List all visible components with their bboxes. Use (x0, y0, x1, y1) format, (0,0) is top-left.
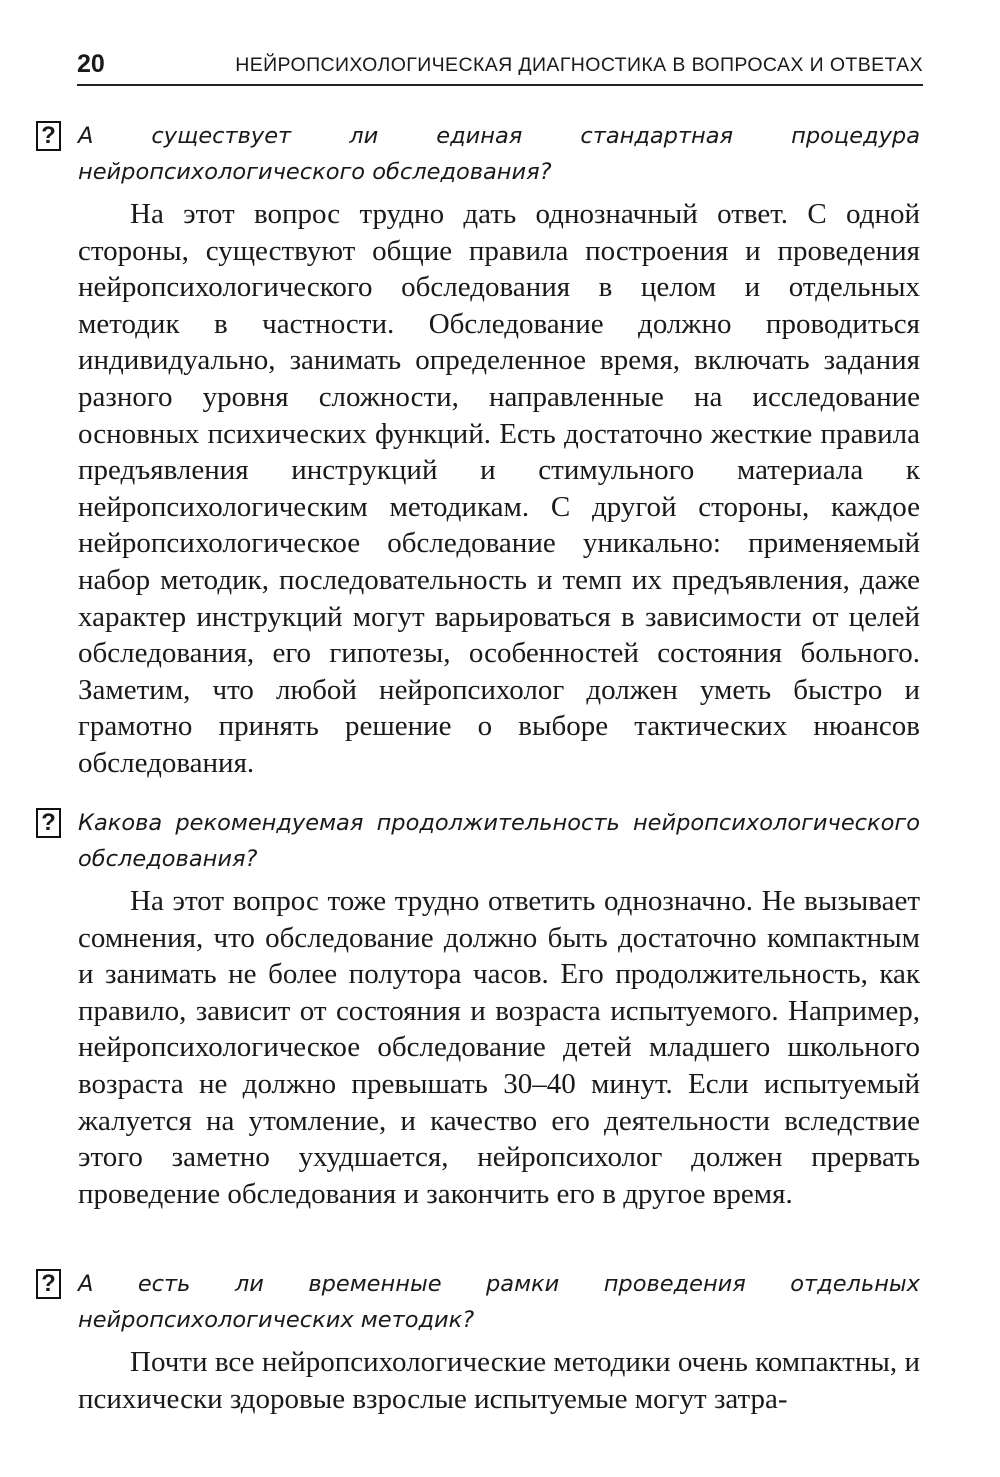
qa-block-2 (36, 805, 920, 1212)
question-row (36, 118, 920, 190)
running-head-title: НЕЙРОПСИХОЛОГИЧЕСКАЯ ДИАГНОСТИКА В ВОПРОСАХ И ОТВЕТАХ (235, 54, 923, 76)
running-header (77, 48, 923, 86)
answer-text: На этот вопрос трудно дать однозначный ответ. С одной стороны, существуют общие правила построения и проведения нейропсихологического обследования в целом и отдельных методик в частности. Обследование должно проводиться индивидуально, занимать определенное время, включать задания разного уровня сложности, направленные на исследование основных психических функций. Есть достаточно жесткие правила предъявления инструкций и стимульного материала к нейропсихологическим методикам. С другой стороны, каждое нейропсихологическое обследование уникально: применяемый набор методик, последовательность и темп их предъявления, даже характер инструкций могут варьироваться в зависимости от целей обследования, его гипотезы, особенностей состояния больного. Заметим, что любой нейропсихолог должен уметь быстро и грамотно принять решение о выборе тактических нюансов обследования. (78, 198, 920, 779)
question-row (36, 1266, 920, 1338)
page-number: 20 (77, 50, 105, 78)
answer-text: Почти все нейропсихологические методики очень компактны, и психически здоровые взрослые испытуемые могут затра- (78, 1346, 920, 1415)
question-mark-icon: ? (36, 808, 61, 838)
question-text: А есть ли временные рамки проведения отдельных нейропсихологических методик? (78, 1271, 920, 1333)
question-row (36, 805, 920, 877)
qa-block-3 (36, 1266, 920, 1417)
question-text: Какова рекомендуемая продолжительность нейропсихологического обследования? (78, 810, 920, 872)
question-mark-icon: ? (36, 121, 61, 151)
qa-block-1 (36, 118, 920, 782)
question-text: А существует ли единая стандартная процедура нейропсихологического обследования? (78, 123, 920, 185)
answer-text: На этот вопрос тоже трудно ответить однозначно. Не вызывает сомнения, что обследование должно быть достаточно компактным и занимать не более полутора часов. Его продолжительность, как правило, зависит от состояния и возраста испытуемого. Например, нейропсихологическое обследование детей младшего школьного возраста не должно превышать 30–40 минут. Если испытуемый жалуется на утомление, и качество его деятельности вследствие этого заметно ухудшается, нейропсихолог должен прервать проведение обследования и закончить его в другое время. (78, 885, 920, 1210)
question-mark-icon: ? (36, 1269, 61, 1299)
